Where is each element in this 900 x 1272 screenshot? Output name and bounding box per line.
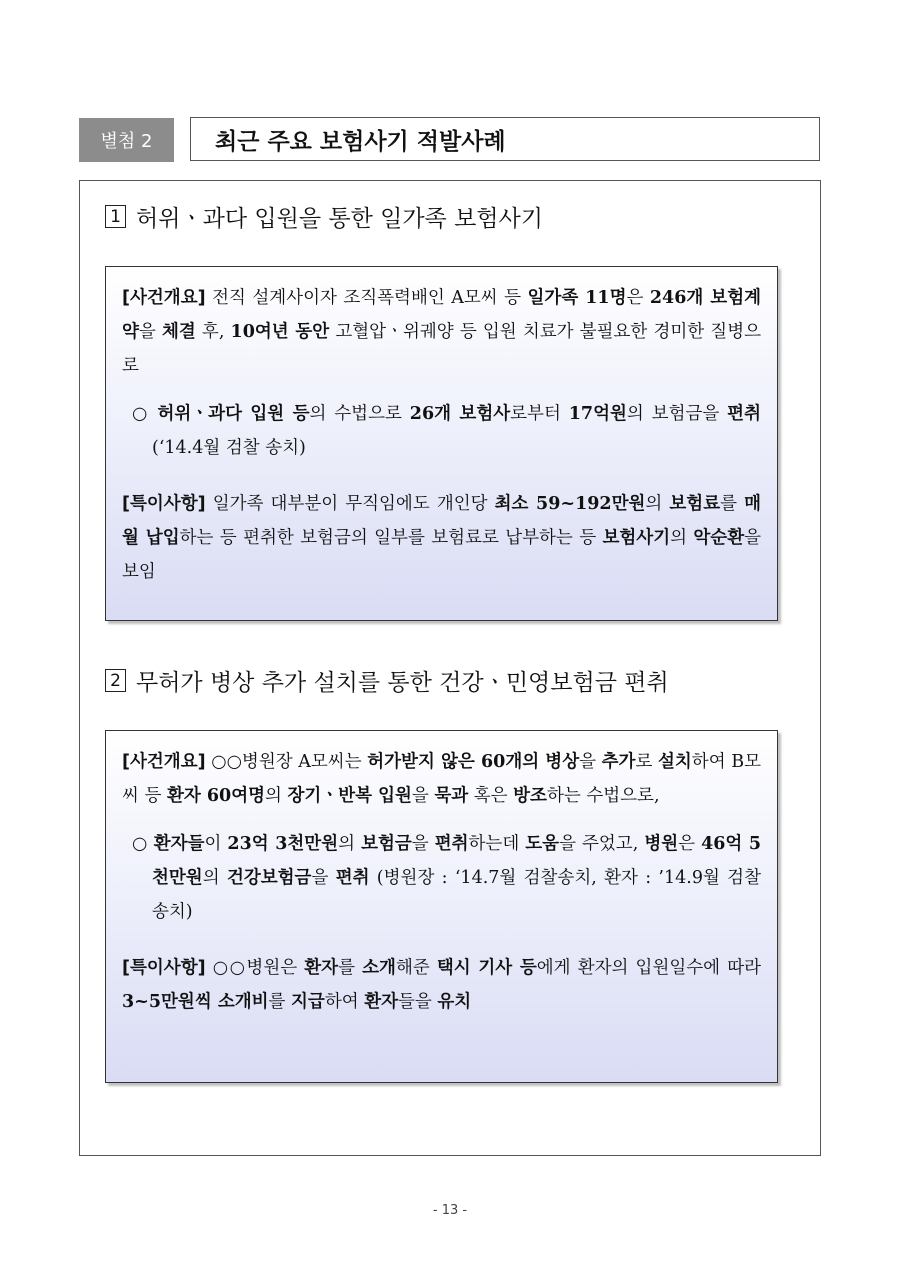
- page-number: - 13 -: [432, 1203, 468, 1218]
- emphasis-text: 23억 3천만원: [227, 834, 339, 854]
- bullet-mark: ○: [132, 834, 148, 854]
- emphasis-text: 장기ㆍ반복 입원: [287, 786, 412, 806]
- section-1-heading: [105, 200, 543, 233]
- body-text: 를: [268, 992, 292, 1012]
- body-text: 은: [678, 834, 702, 854]
- body-text: ○○병원은: [205, 958, 305, 978]
- emphasis-text: 소개: [362, 958, 396, 978]
- section-number-box: 2: [105, 669, 126, 692]
- emphasis-text: 환자: [364, 992, 399, 1012]
- body-text: 고혈압ㆍ위궤양 등 입원 치료가 불필요한 경미한 질병으로: [122, 322, 762, 376]
- emphasis-text: 방조: [513, 786, 547, 806]
- body-text: 의: [202, 868, 227, 888]
- emphasis-text: 17억원: [568, 404, 627, 424]
- emphasis-text: 보험료: [669, 494, 721, 514]
- emphasis-text: 설치: [657, 752, 692, 772]
- body-text: 로: [635, 752, 658, 772]
- emphasis-text: 보험금: [361, 834, 412, 854]
- case-special-notes: [122, 951, 761, 1019]
- body-text: 을: [411, 786, 435, 806]
- body-text: 의: [265, 786, 288, 806]
- body-text: 일가족 대부분이 무직임에도 개인당: [205, 494, 495, 514]
- emphasis-text: 환자 60여명: [166, 786, 266, 806]
- page-title: [190, 117, 820, 161]
- overview-label: [사건개요]: [122, 752, 206, 772]
- emphasis-text: 환자: [304, 958, 339, 978]
- section-2-heading: [105, 664, 669, 697]
- section-heading-text: 무허가 병상 추가 설치를 통한 건강ㆍ민영보험금 편취: [136, 670, 669, 696]
- body-text: 의: [670, 528, 694, 548]
- body-text: 로부터: [510, 404, 569, 424]
- body-text: 에게 환자의 입원일수에 따라: [536, 958, 761, 978]
- body-text: 들을: [398, 992, 438, 1012]
- emphasis-text: 체결: [161, 322, 196, 342]
- body-text: 의 수법으로: [309, 404, 410, 424]
- emphasis-text: 묵과: [434, 786, 469, 806]
- emphasis-text: 일가족 11명: [527, 288, 627, 308]
- body-text: 을: [411, 834, 435, 854]
- special-label: [특이사항]: [122, 494, 206, 514]
- case-overview: [122, 281, 761, 383]
- bullet-mark: ○: [132, 404, 150, 424]
- body-text: 하는 수법으로,: [546, 786, 660, 806]
- body-text: (병원장 : ‘14.7월 검찰송치, 환자 : ’14.9월 검찰 송치): [152, 868, 761, 922]
- body-text: 를: [720, 494, 745, 514]
- case-overview: [122, 745, 761, 813]
- emphasis-text: 3~5만원씩 소개비: [122, 992, 269, 1012]
- body-text: 을: [311, 868, 336, 888]
- emphasis-text: 지급: [291, 992, 325, 1012]
- body-text: 은: [626, 288, 650, 308]
- case-box-1: [105, 266, 778, 621]
- emphasis-text: 추가: [601, 752, 636, 772]
- emphasis-text: 10여년 동안: [230, 322, 330, 342]
- emphasis-text: 병원: [644, 834, 679, 854]
- body-text: 하는데: [468, 834, 526, 854]
- body-text: 의 보험금을: [626, 404, 728, 424]
- body-text: 하여: [324, 992, 365, 1012]
- emphasis-text: 환자들: [153, 834, 205, 854]
- emphasis-text: 도움: [525, 834, 560, 854]
- body-text: 혹은: [468, 786, 514, 806]
- overview-label: [사건개요]: [122, 288, 206, 308]
- case-box-2: [105, 730, 778, 1083]
- attachment-tag: 별첨 2: [79, 118, 174, 162]
- body-text: 하는 등 편취한 보험금의 일부를 보험료로 납부하는 등: [179, 528, 603, 548]
- emphasis-text: 46억 5천만원: [152, 834, 762, 888]
- case-bullet: [122, 827, 761, 929]
- special-label: [특이사항]: [122, 958, 206, 978]
- body-text: ○○병원장 A모씨는: [205, 752, 368, 772]
- body-text: 을: [138, 322, 162, 342]
- emphasis-text: 편취: [727, 404, 761, 424]
- page-title-text: 최근 주요 보험사기 적발사례: [215, 128, 506, 155]
- body-text: 을 주었고,: [559, 834, 645, 854]
- body-text: 후,: [195, 322, 231, 342]
- emphasis-text: 편취: [434, 834, 469, 854]
- body-text: 이: [204, 834, 228, 854]
- body-text: 을: [579, 752, 602, 772]
- section-number-box: 1: [105, 205, 126, 228]
- case-bullet: [122, 397, 761, 465]
- emphasis-text: 보험사기: [602, 528, 671, 548]
- emphasis-text: 택시 기사 등: [436, 958, 537, 978]
- emphasis-text: 허가받지 않은 60개의 병상: [367, 752, 580, 772]
- emphasis-text: 편취: [335, 868, 370, 888]
- body-text: 해준: [395, 958, 437, 978]
- emphasis-text: 유치: [437, 992, 472, 1012]
- emphasis-text: 246개 보험계약: [122, 288, 761, 342]
- emphasis-text: 최소 59~192만원: [494, 494, 646, 514]
- body-text: (‘14.4월 검찰 송치): [152, 438, 306, 458]
- body-text: 의: [338, 834, 362, 854]
- emphasis-text: 허위ㆍ과다 입원 등: [157, 404, 310, 424]
- body-text: 을 보임: [122, 528, 762, 582]
- body-text: 전직 설계사이자 조직폭력배인 A모씨 등: [205, 288, 528, 308]
- body-text: 하여 B모씨 등: [122, 752, 761, 806]
- emphasis-text: 악순환: [693, 528, 745, 548]
- body-text: 를: [338, 958, 363, 978]
- body-text: 의: [645, 494, 670, 514]
- emphasis-text: 26개 보험사: [409, 404, 511, 424]
- section-heading-text: 허위ㆍ과다 입원을 통한 일가족 보험사기: [136, 206, 543, 232]
- case-special-notes: [122, 487, 761, 589]
- emphasis-text: 매월 납입: [122, 494, 762, 548]
- emphasis-text: 건강보험금: [226, 868, 312, 888]
